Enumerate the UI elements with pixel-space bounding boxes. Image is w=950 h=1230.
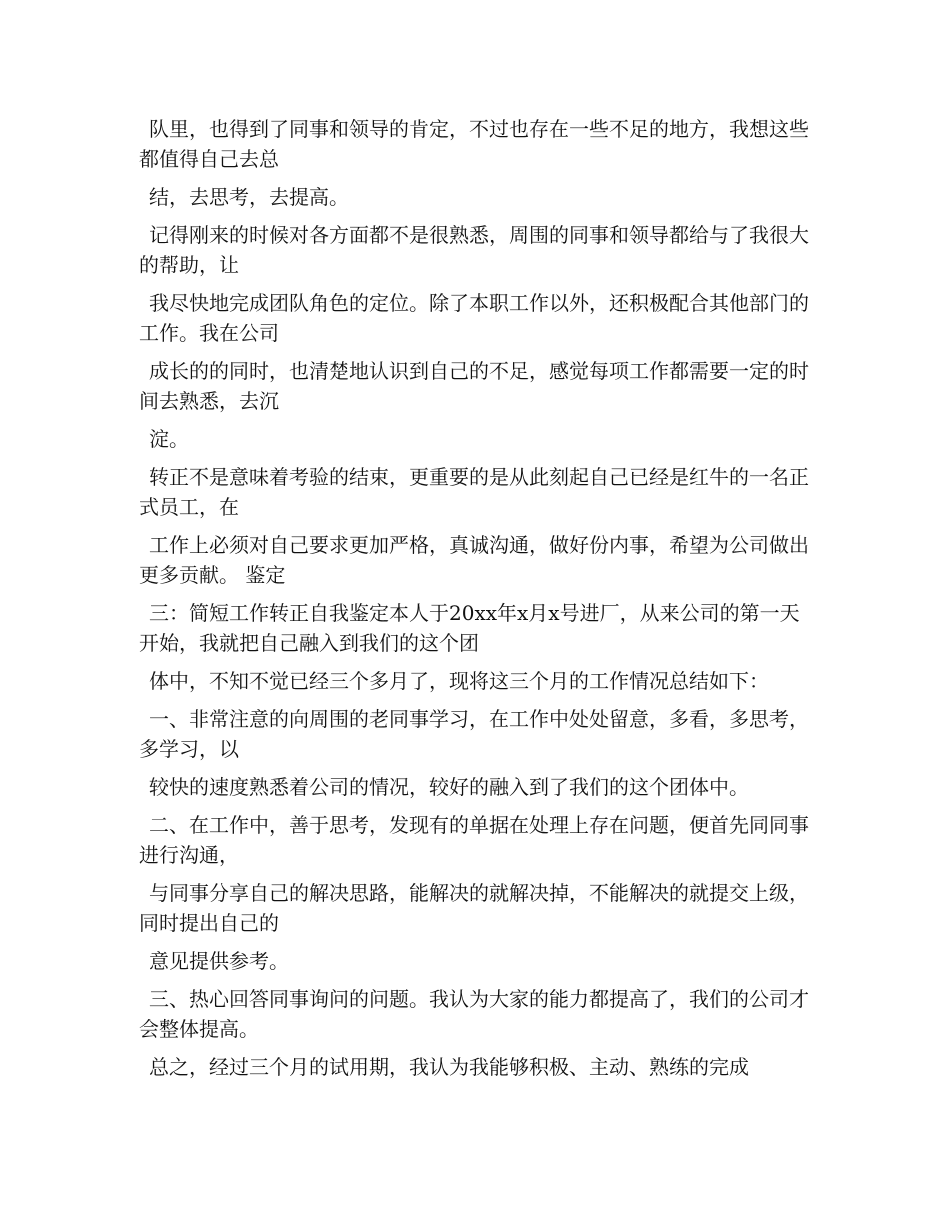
paragraph: 我尽快地完成团队角色的定位。除了本职工作以外，还积极配合其他部门的工作。我在公司 xyxy=(139,291,809,345)
paragraph: 体中，不知不觉已经三个多月了，现将这三个月的工作情况总结如下： xyxy=(149,669,769,693)
paragraph: 三：简短工作转正自我鉴定本人于20xx年x月x号进厂，从来公司的第一天开始，我就把自己融入到我们的这个团 xyxy=(139,601,800,655)
document-body xyxy=(139,114,819,1090)
paragraph: 队里，也得到了同事和领导的肯定，不过也存在一些不足的地方，我想这些都值得自己去总 xyxy=(139,117,809,171)
paragraph: 较快的速度熟悉着公司的情况，较好的融入到了我们的这个团体中。 xyxy=(149,775,749,799)
paragraph: 与同事分享自己的解决思路，能解决的就解决掉，不能解决的就提交上级，同时提出自己的 xyxy=(139,881,809,935)
paragraph: 成长的的同时，也清楚地认识到自己的不足，感觉每项工作都需要一定的时间去熟悉，去沉 xyxy=(139,359,809,413)
paragraph: 记得刚来的时候对各方面都不是很熟悉，周围的同事和领导都给与了我很大的帮助，让 xyxy=(139,223,809,277)
paragraph: 转正不是意味着考验的结束，更重要的是从此刻起自己已经是红牛的一名正式员工，在 xyxy=(139,465,809,519)
paragraph: 结，去思考，去提高。 xyxy=(149,185,349,209)
paragraph: 意见提供参考。 xyxy=(149,949,289,973)
paragraph: 总之，经过三个月的试用期，我认为我能够积极、主动、熟练的完成 xyxy=(149,1055,749,1079)
paragraph: 三、热心回答同事询问的问题。我认为大家的能力都提高了，我们的公司才会整体提高。 xyxy=(139,987,809,1041)
paragraph: 二、在工作中，善于思考，发现有的单据在处理上存在问题，便首先同同事进行沟通， xyxy=(139,813,809,867)
paragraph: 工作上必须对自己要求更加严格，真诚沟通，做好份内事，希望为公司做出更多贡献。 鉴定 xyxy=(139,533,809,587)
paragraph: 一、非常注意的向周围的老同事学习，在工作中处处留意，多看，多思考，多学习，以 xyxy=(139,707,809,761)
paragraph: 淀。 xyxy=(149,427,189,451)
